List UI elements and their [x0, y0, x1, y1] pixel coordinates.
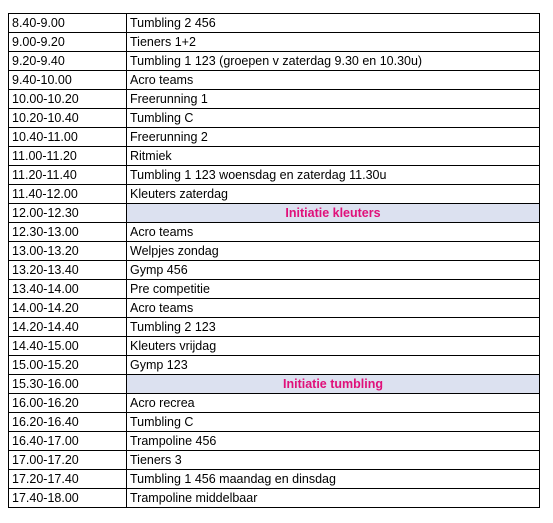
time-cell: 12.30-13.00 — [9, 223, 127, 242]
schedule-row — [9, 337, 540, 356]
schedule-row — [9, 223, 540, 242]
time-cell: 17.40-18.00 — [9, 489, 127, 508]
activity-cell: Tieners 3 — [127, 451, 540, 470]
highlight-activity-cell: Initiatie kleuters — [127, 204, 540, 223]
schedule-row — [9, 147, 540, 166]
schedule-row — [9, 356, 540, 375]
time-cell: 17.00-17.20 — [9, 451, 127, 470]
activity-cell: Acro teams — [127, 71, 540, 90]
schedule-row — [9, 451, 540, 470]
activity-cell: Tumbling C — [127, 109, 540, 128]
schedule-row — [9, 242, 540, 261]
schedule-row — [9, 90, 540, 109]
activity-cell: Pre competitie — [127, 280, 540, 299]
time-cell: 12.00-12.30 — [9, 204, 127, 223]
time-cell: 15.30-16.00 — [9, 375, 127, 394]
schedule-row — [9, 128, 540, 147]
activity-cell: Tumbling 1 456 maandag en dinsdag — [127, 470, 540, 489]
schedule-row — [9, 470, 540, 489]
time-cell: 11.00-11.20 — [9, 147, 127, 166]
time-cell: 16.20-16.40 — [9, 413, 127, 432]
activity-cell: Tumbling C — [127, 413, 540, 432]
schedule-row — [9, 280, 540, 299]
time-cell: 15.00-15.20 — [9, 356, 127, 375]
activity-cell: Gymp 456 — [127, 261, 540, 280]
time-cell: 11.40-12.00 — [9, 185, 127, 204]
activity-cell: Acro teams — [127, 223, 540, 242]
time-cell: 14.40-15.00 — [9, 337, 127, 356]
schedule-row — [9, 299, 540, 318]
schedule-row — [9, 489, 540, 508]
activity-cell: Tumbling 2 456 — [127, 14, 540, 33]
time-cell: 10.20-10.40 — [9, 109, 127, 128]
activity-cell: Acro recrea — [127, 394, 540, 413]
schedule-row — [9, 71, 540, 90]
activity-cell: Freerunning 1 — [127, 90, 540, 109]
activity-cell: Welpjes zondag — [127, 242, 540, 261]
time-cell: 9.20-9.40 — [9, 52, 127, 71]
schedule-row — [9, 413, 540, 432]
time-cell: 13.00-13.20 — [9, 242, 127, 261]
highlight-row — [9, 204, 540, 223]
schedule-row — [9, 52, 540, 71]
activity-cell: Acro teams — [127, 299, 540, 318]
schedule-row — [9, 185, 540, 204]
time-cell: 17.20-17.40 — [9, 470, 127, 489]
time-cell: 8.40-9.00 — [9, 14, 127, 33]
highlight-activity-cell: Initiatie tumbling — [127, 375, 540, 394]
schedule-row — [9, 33, 540, 52]
time-cell: 14.00-14.20 — [9, 299, 127, 318]
schedule-row — [9, 432, 540, 451]
activity-cell: Tumbling 1 123 woensdag en zaterdag 11.30u — [127, 166, 540, 185]
schedule-table — [8, 13, 540, 508]
schedule-row — [9, 318, 540, 337]
time-cell: 10.40-11.00 — [9, 128, 127, 147]
schedule-row — [9, 261, 540, 280]
time-cell: 9.40-10.00 — [9, 71, 127, 90]
highlight-row — [9, 375, 540, 394]
activity-cell: Trampoline 456 — [127, 432, 540, 451]
activity-cell: Freerunning 2 — [127, 128, 540, 147]
time-cell: 9.00-9.20 — [9, 33, 127, 52]
activity-cell: Tumbling 2 123 — [127, 318, 540, 337]
time-cell: 13.20-13.40 — [9, 261, 127, 280]
time-cell: 11.20-11.40 — [9, 166, 127, 185]
schedule-body — [9, 14, 540, 508]
schedule-row — [9, 394, 540, 413]
activity-cell: Tumbling 1 123 (groepen v zaterdag 9.30 en 10.30u) — [127, 52, 540, 71]
activity-cell: Kleuters vrijdag — [127, 337, 540, 356]
activity-cell: Kleuters zaterdag — [127, 185, 540, 204]
time-cell: 16.00-16.20 — [9, 394, 127, 413]
time-cell: 10.00-10.20 — [9, 90, 127, 109]
schedule-row — [9, 109, 540, 128]
time-cell: 16.40-17.00 — [9, 432, 127, 451]
schedule-row — [9, 14, 540, 33]
activity-cell: Gymp 123 — [127, 356, 540, 375]
activity-cell: Trampoline middelbaar — [127, 489, 540, 508]
activity-cell: Tieners 1+2 — [127, 33, 540, 52]
activity-cell: Ritmiek — [127, 147, 540, 166]
time-cell: 13.40-14.00 — [9, 280, 127, 299]
time-cell: 14.20-14.40 — [9, 318, 127, 337]
schedule-row — [9, 166, 540, 185]
